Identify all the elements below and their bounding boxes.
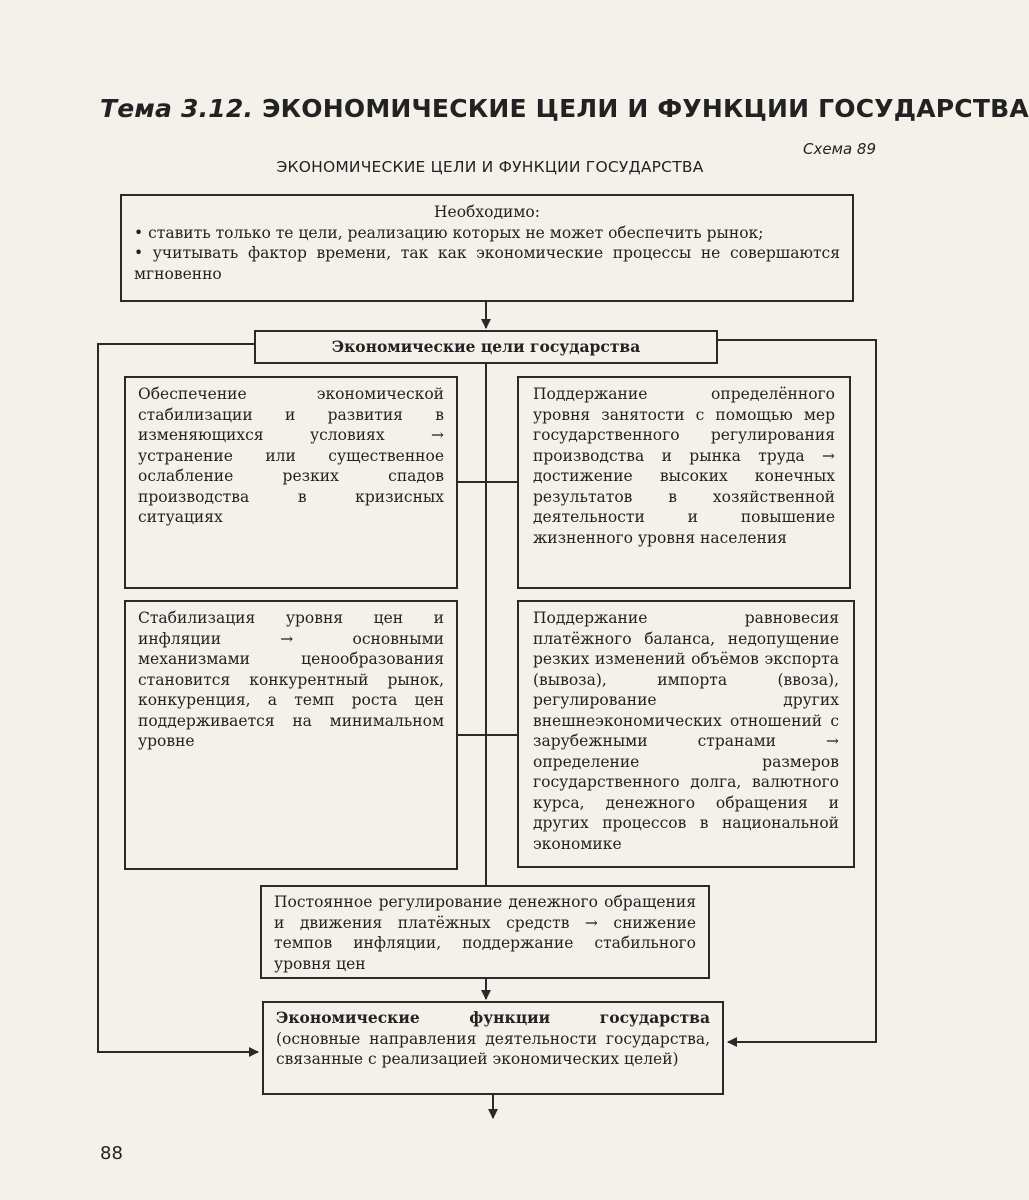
stabilization-box: Обеспечение экономической стабилизации и развития в изменяющихся условиях → устранение или существенное ослабление резких спадов производства в кризисных ситуациях	[124, 376, 458, 589]
necessary-heading: Необходимо:	[434, 203, 540, 221]
scheme-label: Схема 89	[803, 140, 876, 158]
employment-box: Поддержание определённого уровня занятости с помощью мер государственного регулирования производства и рынка труда → достижение высоких конечных результатов в хозяйственной деятельности и повышение жизненного уровня населения	[517, 376, 851, 589]
prices-box: Стабилизация уровня цен и инфляции → основными механизмами ценообразования становится конкурентный рынок, конкуренция, а темп роста цен поддерживается на минимальном уровне	[124, 600, 458, 870]
necessary-item-1: • ставить только те цели, реализацию которых не может обеспечить рынок;	[134, 223, 764, 242]
necessary-box	[120, 194, 854, 302]
page-number: 88	[100, 1143, 123, 1164]
topic-prefix: Тема 3.12.	[100, 94, 254, 123]
functions-title: Экономические функции государства	[276, 1008, 710, 1027]
balance-box: Поддержание равновесия платёжного баланса, недопущение резких изменений объёмов экспорта (вывоза), импорта (ввоза), регулирование других внешнеэкономических отношений с зарубежными странами → определение размеров государственного долга, валютного курса, денежного обращения и других процессов в национальной экономике	[517, 600, 855, 868]
functions-text: (основные направления деятельности государства, связанные с реализацией экономических целей)	[276, 1029, 710, 1068]
necessary-item-2: • учитывать фактор времени, так как экономические процессы не совершаются мгновенно	[134, 244, 840, 283]
topic-title: ЭКОНОМИЧЕСКИЕ ЦЕЛИ И ФУНКЦИИ ГОСУДАРСТВА	[262, 94, 1029, 123]
goals-box: Экономические цели государства	[254, 330, 718, 364]
diagram-title: ЭКОНОМИЧЕСКИЕ ЦЕЛИ И ФУНКЦИИ ГОСУДАРСТВА	[276, 158, 704, 176]
money-regulation-box: Постоянное регулирование денежного обращения и движения платёжных средств → снижение темпов инфляции, поддержание стабильного уровня цен	[260, 885, 710, 979]
functions-box	[262, 1001, 724, 1095]
